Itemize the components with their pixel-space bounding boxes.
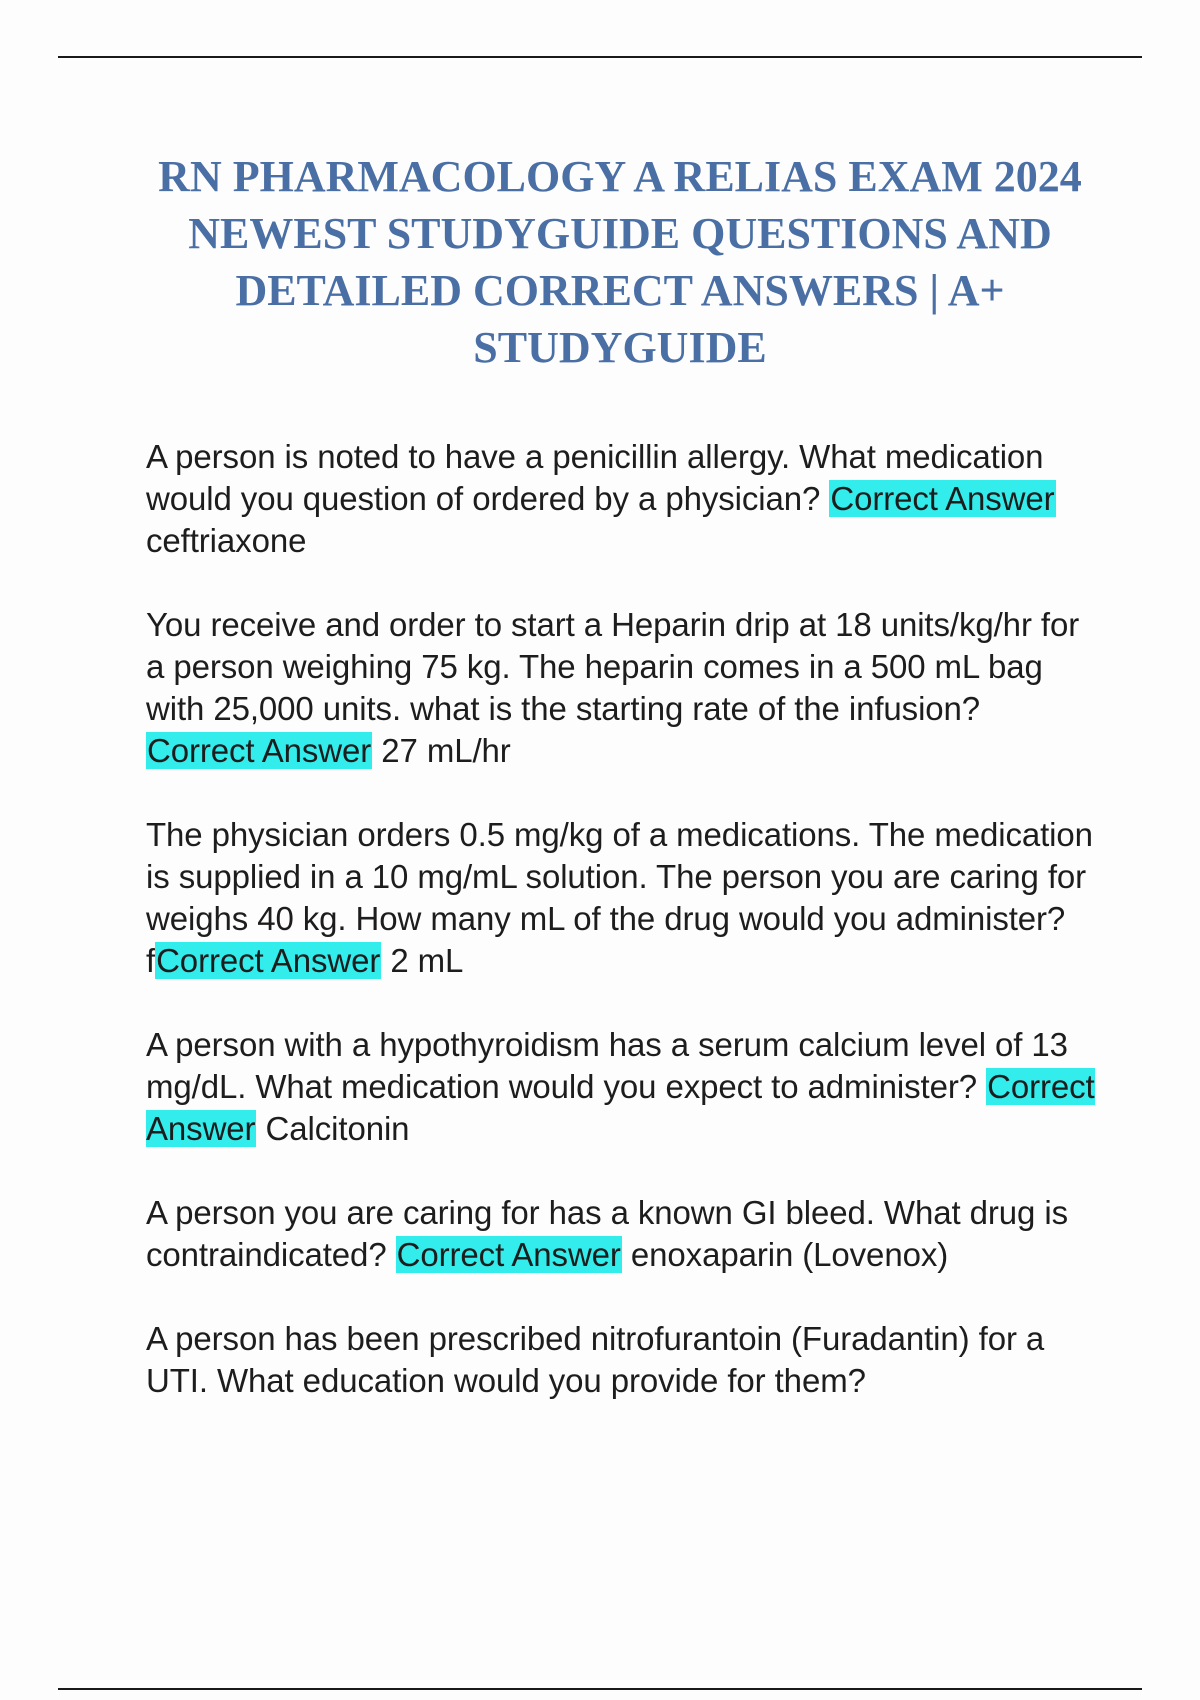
correct-answer-marker: Correct Answer xyxy=(147,732,372,769)
answer-text: ceftriaxone xyxy=(146,522,307,559)
correct-answer-marker: Correct Answer xyxy=(146,1068,1095,1147)
qa-item xyxy=(146,1024,1096,1150)
question-list xyxy=(146,436,1096,1444)
question-text: A person you are caring for has a known GI bleed. What drug is contraindicated? xyxy=(146,1194,1068,1273)
qa-item xyxy=(146,1192,1096,1276)
question-text: A person with a hypothyroidism has a serum calcium level of 13 mg/dL. What medication would you expect to administer? xyxy=(146,1026,1068,1105)
top-divider xyxy=(58,56,1142,58)
qa-item xyxy=(146,436,1096,562)
answer-text: Calcitonin xyxy=(265,1110,410,1147)
question-text: You receive and order to start a Heparin drip at 18 units/kg/hr for a person weighing 75 kg. The heparin comes in a 500 mL bag with 25,000 units. what is the starting rate of the infusion? xyxy=(146,606,1080,727)
answer-text: 2 mL xyxy=(390,942,464,979)
bottom-divider xyxy=(58,1688,1142,1690)
correct-answer-marker: Correct Answer xyxy=(396,1236,621,1273)
qa-item xyxy=(146,604,1096,772)
question-text: A person is noted to have a penicillin allergy. What medication would you question of ordered by a physician? xyxy=(146,438,1044,517)
qa-item xyxy=(146,814,1096,982)
qa-item xyxy=(146,1318,1096,1402)
correct-answer-marker: Correct Answer xyxy=(830,480,1055,517)
answer-text: enoxaparin (Lovenox) xyxy=(630,1236,949,1273)
question-text: The physician orders 0.5 mg/kg of a medications. The medication is supplied in a 10 mg/mL solution. The person you are caring for weighs 40 kg. How many mL of the drug would you administer?f xyxy=(146,816,1093,979)
document-title: RN PHARMACOLOGY A RELIAS EXAM 2024 NEWEST STUDYGUIDE QUESTIONS AND DETAILED CORRECT ANSWERS | A+ STUDYGUIDE xyxy=(158,152,1082,372)
answer-text: 27 mL/hr xyxy=(381,732,511,769)
correct-answer-marker: Correct Answer xyxy=(156,942,381,979)
question-text: A person has been prescribed nitrofurantoin (Furadantin) for a UTI. What education would you provide for them? xyxy=(146,1320,1045,1399)
